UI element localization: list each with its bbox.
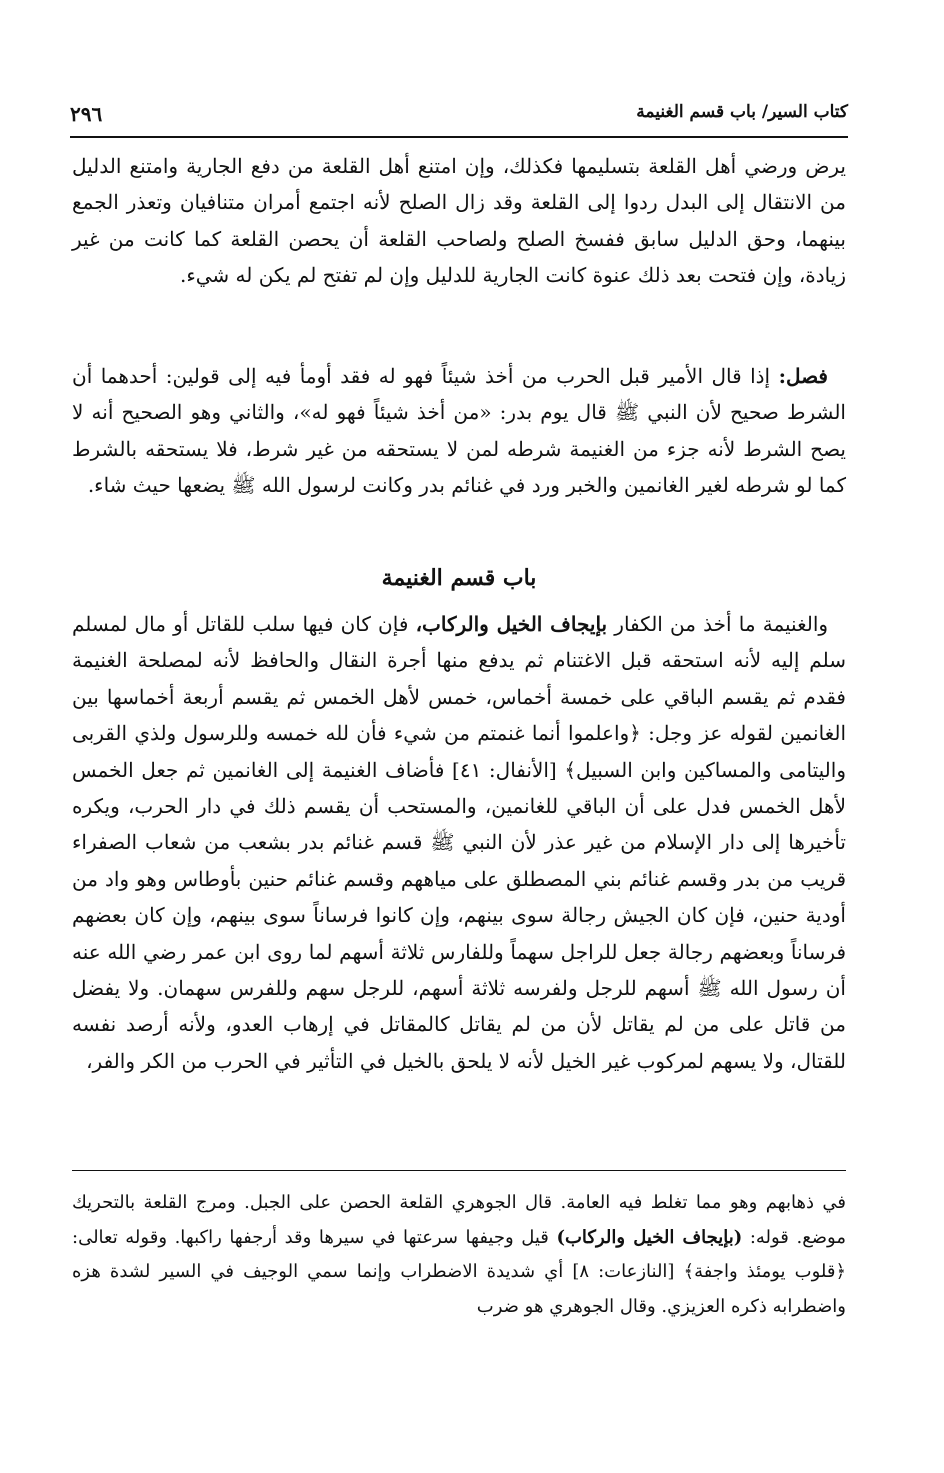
- body-text-chapter: [72, 606, 846, 1079]
- paragraph-continuation: يرض ورضي أهل القلعة بتسليمها فكذلك، وإن امتنع أهل القلعة من دفع الجارية وامتنع الدليل من الانتقال إلى البدل ردوا إلى القلعة وقد زال الصلح لأنه اجتمع أمران متنافيان وتعذر الجمع بينهما، وحق الدليل سابق ففسخ الصلح ولصاحب القلعة أن يحصن القلعة كما كانت من غير زيادة، وإن فتحت بعد ذلك عنوة كانت الجارية للدليل وإن لم تفتح لم يكن له شيء.: [72, 154, 846, 288]
- section-label: فصل:: [778, 364, 828, 388]
- paragraph-rest: فإن كان فيها سلب للقاتل أو مال لمسلم سلم إليه لأنه استحقه قبل الاغتنام ثم يدفع منها أجرة النقال والحافظ لأنه لمصلحة الغنيمة فقدم ثم يقسم الباقي على خمسة أخماس، خمس لأهل الخمس ثم يقسم أربعة أخماسها بين الغانمين لقوله عز وجل: ﴿واعلموا أنما غنمتم من شيء فأن لله خمسه وللرسول ولذي القربى واليتامى والمساكين وابن السبيل﴾ [الأنفال: ٤١] فأضاف الغنيمة إلى الغانمين ثم جعل الخمس لأهل الخمس فدل على أن الباقي للغانمين، والمستحب أن يقسم ذلك في دار الحرب، ويكره تأخيرها إلى دار الإسلام من غير عذر لأن النبي ﷺ قسم غنائم بدر بشعب من شعاب الصفراء قريب من بدر وقسم غنائم بني المصطلق على مياههم وقسم غنائم حنين بأوطاس وهو واد من أودية حنين، فإن كان الجيش رجالة سوى بينهم، وإن كانوا فرساناً سوى بينهم، وإن كان بعضهم فرساناً وبعضهم رجالة جعل للراجل سهماً وللفارس ثلاثة أسهم لما روى ابن عمر رضي الله عنه أن رسول الله ﷺ أسهم للرجل ولفرسه ثلاثة أسهم، للرجل سهم وللفرس سهمان. ولا يفضل من قاتل على من لم يقاتل لأن من لم يقاتل كالمقاتل في إرهاب العدو، ولأنه أرصد نفسه للقتال، ولا يسهم لمركوب غير الخيل لأنه لا يلحق بالخيل في التأثير في الحرب من الكر والفر،: [72, 612, 846, 1073]
- footnote-divider: [72, 1170, 846, 1171]
- footnote-start: في ذهابهم وهو مما تغلط فيه العامة. قال الجوهري القلعة الحصن على الجبل. ومرج القلعة بالتحريك موضع. قوله:: [72, 1192, 846, 1248]
- footnote-rest: قيل وجيفها سرعتها في سيرها وقد أرجفها راكبها. وقوله تعالى: ﴿قلوب يومئذ واجفة﴾ [النازعات: ٨] أي شديدة الاضطراب وإنما سمي الوجيف في السير لشدة هزه واضطرابه ذكره العزيزي. وقال الجوهري هو ضرب: [72, 1226, 847, 1317]
- body-text-top: [72, 148, 846, 294]
- chapter-title: باب قسم الغنيمة: [381, 565, 537, 591]
- paragraph-ghanima: [72, 606, 846, 1079]
- header-title: كتاب السير/ باب قسم الغنيمة: [636, 102, 848, 122]
- paragraph-start: والغنيمة ما أخذ من الكفار: [614, 612, 829, 636]
- running-header: [70, 100, 848, 138]
- footnote-text: [72, 1186, 846, 1324]
- footnote-term: (بإيجاف الخيل والركاب): [556, 1226, 743, 1248]
- paragraph-fasl: [72, 358, 846, 504]
- highlighted-term: بإيجاف الخيل والركاب،: [415, 612, 608, 636]
- footnotes: [72, 1186, 846, 1324]
- page-number: ٢٩٦: [70, 102, 103, 126]
- body-text-section: [72, 358, 846, 504]
- section-text: إذا قال الأمير قبل الحرب من أخذ شيئاً فهو له فقد أومأ فيه إلى قولين: أحدهما أن الشرط صحيح لأن النبي ﷺ قال يوم بدر: «من أخذ شيئاً فهو له»، والثاني وهو الصحيح أنه لا يصح الشرط لأنه جزء من الغنيمة شرطه لمن لا يستحقه من غير شرط، فلا يستحقه بالشرط كما لو شرطه لغير الغانمين والخبر ورد في غنائم بدر وكانت لرسول الله ﷺ يضعها حيث شاء.: [72, 364, 846, 498]
